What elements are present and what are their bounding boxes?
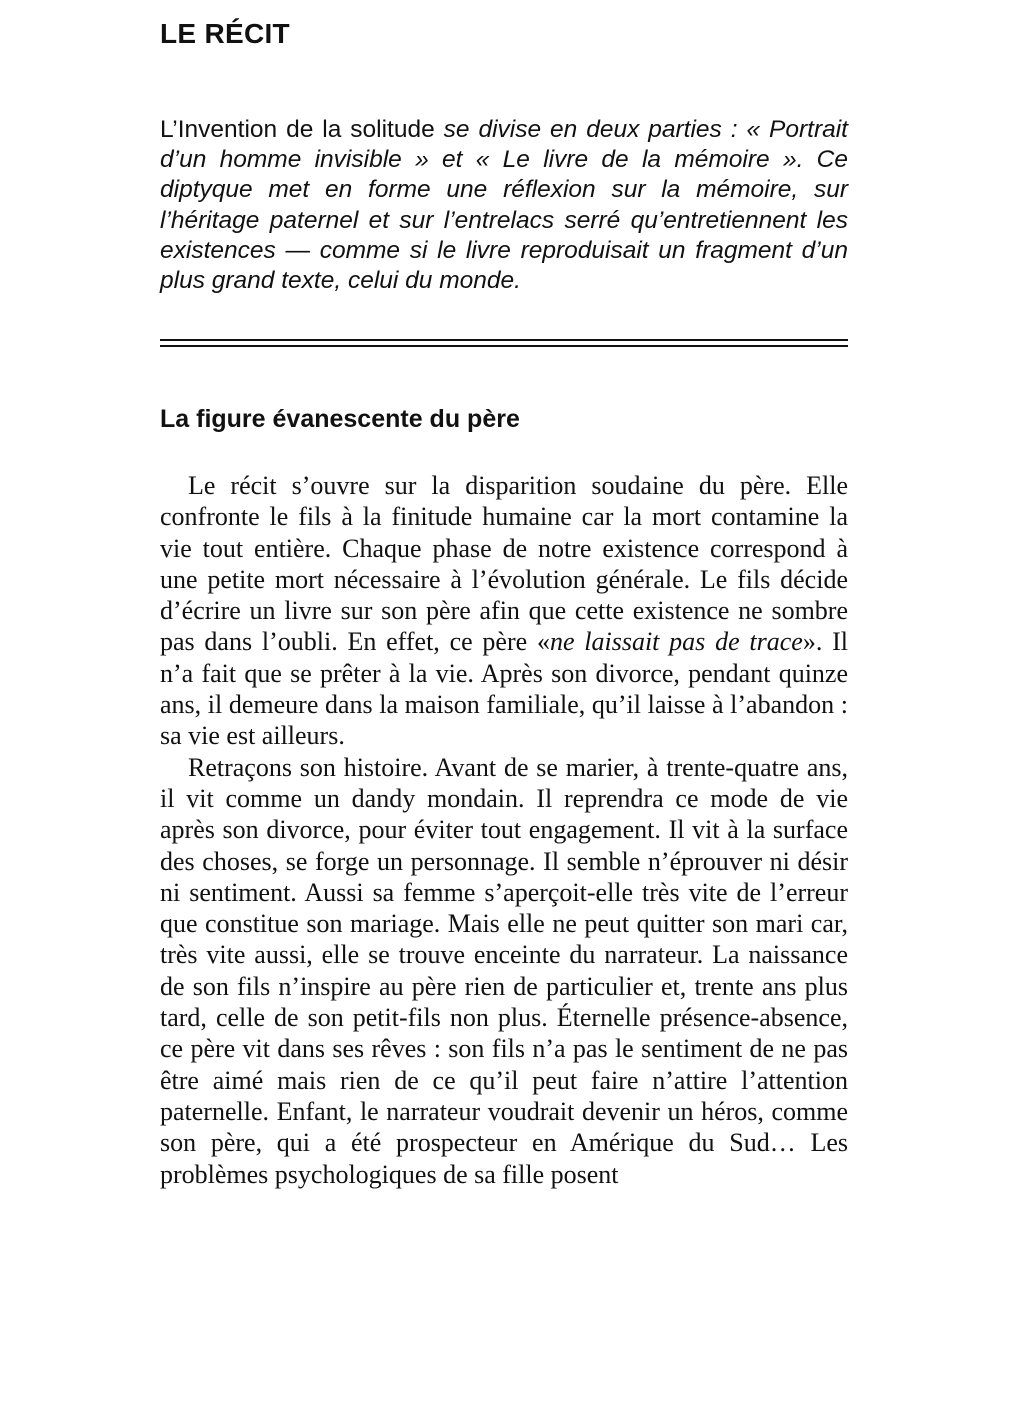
paragraph-1-text-end: ». Il n’a fait que se prêter à la vie. Après son divorce, pendant quinze ans, il demeure dans la maison familiale, qu’il laisse à l’abandon : sa vie est ailleurs. bbox=[160, 627, 848, 751]
body-text bbox=[160, 470, 848, 1190]
divider-rule-bottom bbox=[160, 345, 848, 347]
intro-summary bbox=[160, 115, 848, 296]
paragraph-1 bbox=[160, 470, 848, 752]
intro-text: se divise en deux parties : « Portrait d’un homme invisible » et « Le livre de la mémoire ». Ce diptyque met en forme une réflexion sur la mémoire, sur l’héritage paternel et sur l’entrelacs serré qu’entretiennent les existences — comme si le livre reproduisait un fragment d’un plus grand texte, celui du monde. bbox=[160, 116, 848, 295]
section-title: La figure évanescente du père bbox=[160, 405, 520, 433]
paragraph-1-quote: ne laissait pas de trace bbox=[549, 627, 803, 657]
paragraph-1-text: Le récit s’ouvre sur la disparition soudaine du père. Elle confronte le fils à la finitude humaine car la mort contamine la vie tout entière. Chaque phase de notre existence correspond à une petite mort nécessaire à l’évolution générale. Le fils décide d’écrire un livre sur son père afin que cette existence ne sombre pas dans l’oubli. En effet, ce père « bbox=[160, 471, 848, 657]
divider-rule-top bbox=[160, 339, 848, 341]
paragraph-2: Retraçons son histoire. Avant de se marier, à trente-quatre ans, il vit comme un dandy mondain. Il reprendra ce mode de vie après son divorce, pour éviter tout engagement. Il vit à la surface des choses, se forge un personnage. Il semble n’éprouver ni désir ni sentiment. Aussi sa femme s’aperçoit-elle très vite de l’erreur que constitue son mariage. Mais elle ne peut quitter son mari car, très vite aussi, elle se trouve enceinte du narrateur. La naissance de son fils n’inspire au père rien de particulier et, trente ans plus tard, celle de son petit-fils non plus. Éternelle présence-absence, ce père vit dans ses rêves : son fils n’a pas le sentiment de ne pas être aimé mais rien de ce qu’il peut faire n’attire l’attention paternelle. Enfant, le narrateur voudrait devenir un héros, comme son père, qui a été prospecteur en Amérique du Sud… Les problèmes psychologiques de sa fille posent bbox=[160, 752, 848, 1189]
running-head: LE RÉCIT bbox=[160, 18, 290, 49]
intro-book-title: L’Invention de la solitude bbox=[160, 116, 435, 143]
